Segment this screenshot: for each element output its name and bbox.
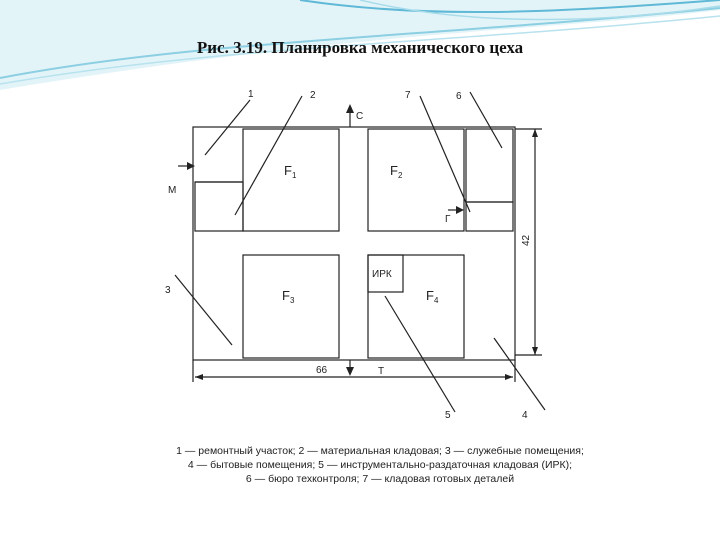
room-qc-bureau [466, 129, 513, 202]
slide-title: Рис. 3.19. Планировка механического цеха [196, 38, 524, 57]
callout-6-number: 6 [456, 91, 462, 102]
callout-5-number: 5 [445, 410, 451, 421]
callout-5-leader [385, 296, 455, 412]
dim-width-label: 66 [316, 365, 328, 376]
legend-line-3: 6 — бюро техконтроля; 7 — кладовая готовых деталей [245, 473, 515, 485]
gate-c-arrowhead [346, 104, 354, 113]
room-material-storage [195, 182, 243, 231]
room-finished-parts-storage [466, 202, 513, 231]
gate-g-arrowhead [456, 206, 464, 214]
callout-2-number: 2 [310, 90, 316, 101]
callout-1-number: 1 [248, 89, 254, 100]
dim-height-label: 42 [521, 234, 532, 246]
zone-f3-label: $F_3$ [282, 288, 295, 305]
dim-width-arrow-left [195, 374, 203, 380]
gate-t-label: Т [378, 366, 385, 377]
zone-f2-label: $F_2$ [390, 163, 403, 180]
gate-m-label: М [168, 185, 177, 196]
callout-7-leader [420, 96, 470, 212]
gate-g-label: Г [445, 214, 451, 225]
callout-4-leader [494, 338, 545, 410]
callout-6-leader [470, 92, 502, 148]
legend-line-1: 1 — ремонтный участок; 2 — материальная кладовая; 3 — служебные помещения; [176, 445, 584, 457]
zone-f1-label: $F_1$ [284, 163, 297, 180]
gate-t-arrowhead [346, 367, 354, 376]
legend-caption [100, 444, 660, 486]
callout-4-number: 4 [522, 410, 528, 421]
callout-3-number: 3 [165, 285, 171, 296]
gate-m-arrowhead [187, 162, 195, 170]
dim-height-arrow-top [532, 129, 538, 137]
zone-f1-block [243, 129, 339, 231]
zone-f4-label: $F_4$ [426, 288, 439, 305]
irk-label: ИРК [372, 269, 392, 280]
dim-width-arrow-right [505, 374, 513, 380]
dim-height-arrow-bottom [532, 347, 538, 355]
callout-7-number: 7 [405, 90, 411, 101]
building-outline [193, 127, 515, 360]
legend-line-2: 4 — бытовые помещения; 5 — инструментально-раздаточная кладовая (ИРК); [187, 459, 573, 471]
callout-2-leader [235, 96, 302, 215]
zone-f3-block [243, 255, 339, 358]
gate-c-label: С [356, 111, 364, 122]
callout-3-leader [175, 275, 232, 345]
